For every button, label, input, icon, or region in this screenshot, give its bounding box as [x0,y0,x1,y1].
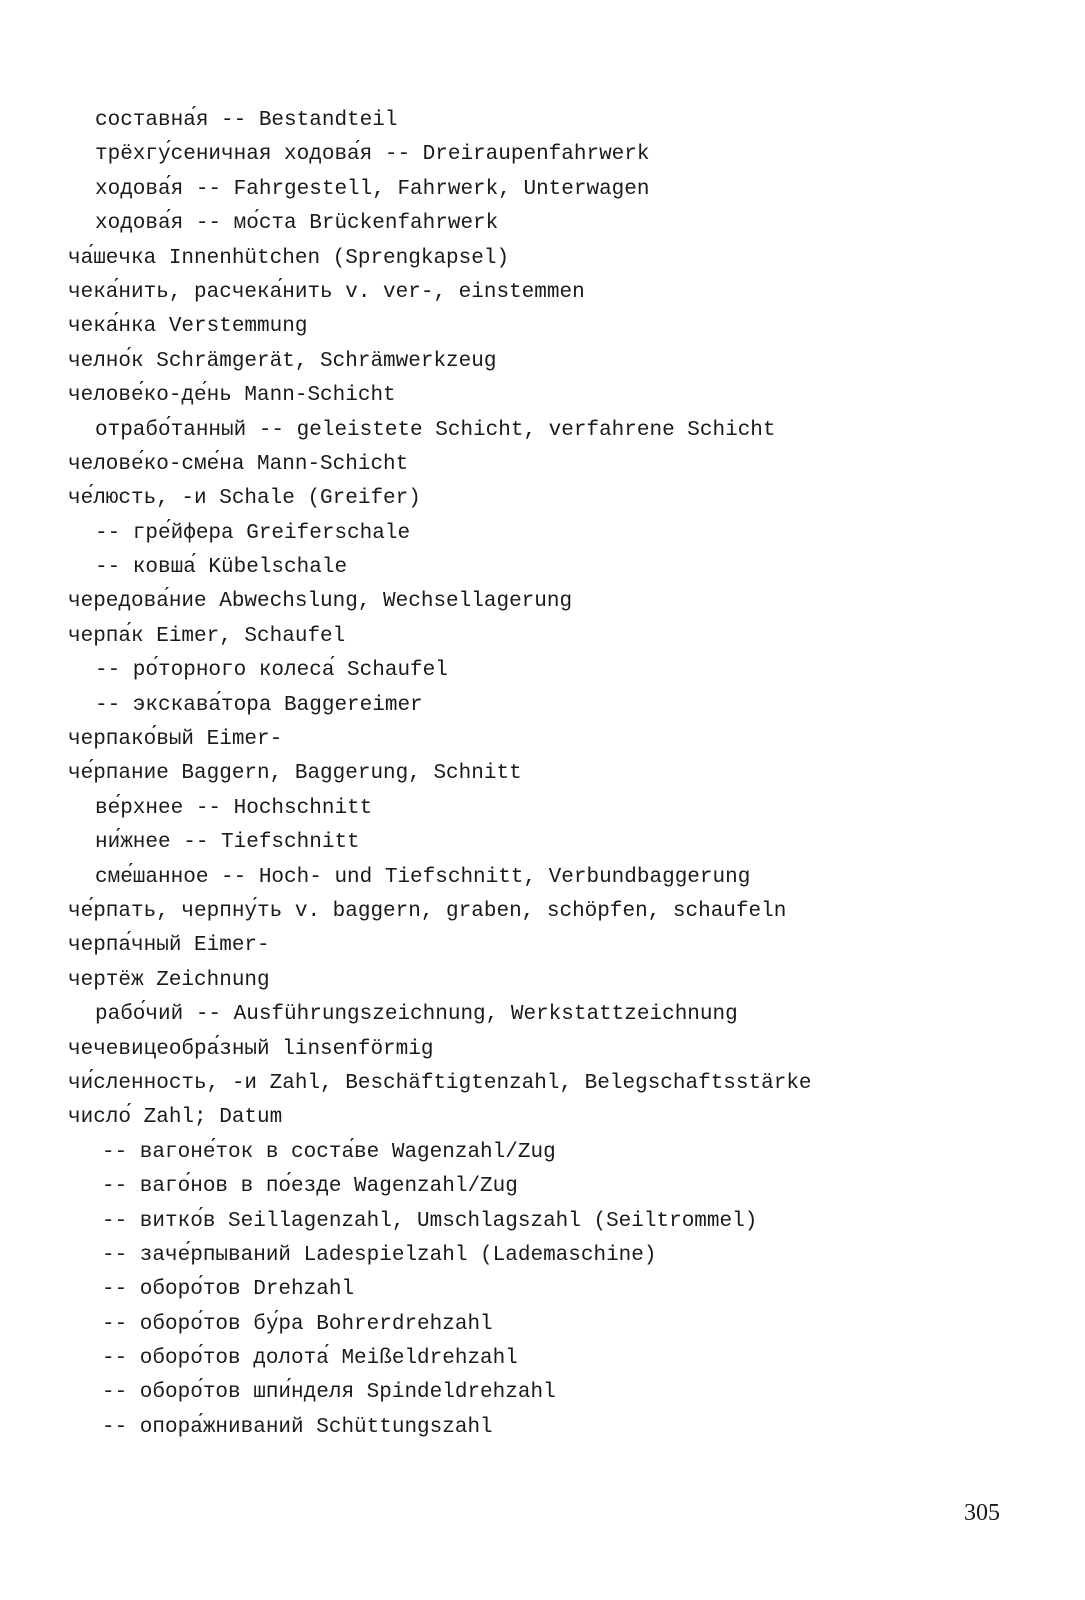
subentry: -- оборо́тов шпи́нделя Spindeldrehzahl [102,1381,556,1405]
subentry: -- ковша́ Kübelschale [95,556,348,580]
subentry: -- ро́торного колеса́ Schaufel [95,659,448,683]
page-number: 305 [964,1500,1000,1526]
headword-entry: челове́ко-сме́на Mann-Schicht [68,452,409,476]
subentry: сме́шанное -- Hoch- und Tiefschnitt, Verbundbaggerung [95,865,751,889]
subentry: -- витко́в Seillagenzahl, Umschlagszahl (Seiltrommel) [102,1209,758,1233]
headword-entry: чи́сленность, -и Zahl, Beschäftigtenzahl, Belegschaftsstärke [68,1071,812,1095]
subentry: ходова́я -- мо́ста Brückenfahrwerk [95,212,499,236]
subentry: -- заче́рпываний Ladespielzahl (Lademaschine) [102,1243,657,1267]
headword-entry: че́люсть, -и Schale (Greifer) [68,487,421,511]
headword-entry: число́ Zahl; Datum [68,1106,283,1130]
subentry: ни́жнее -- Tiefschnitt [95,831,360,855]
headword-entry: черпа́к Eimer, Schaufel [68,624,346,648]
subentry: -- вагоне́ток в соста́ве Wagenzahl/Zug [102,1140,556,1164]
headword-entry: черпако́вый Eimer- [68,728,283,752]
headword-entry: чечевицеобра́зный linsenförmig [68,1037,434,1061]
headword-entry: челно́к Schrämgerät, Schrämwerkzeug [68,349,497,373]
subentry: -- оборо́тов долота́ Meißeldrehzahl [102,1347,518,1371]
subentry: -- опора́жниваний Schüttungszahl [102,1415,493,1439]
subentry: ходова́я -- Fahrgestell, Fahrwerk, Unterwagen [95,177,650,201]
subentry: составна́я -- Bestandteil [95,109,398,132]
headword-entry: чека́нка Verstemmung [68,315,308,339]
subentry: -- ваго́нов в по́езде Wagenzahl/Zug [102,1175,518,1199]
entry-list [68,104,1058,1445]
subentry: -- гре́йфера Greiferschale [95,521,411,545]
headword-entry: че́рпать, черпну́ть v. baggern, graben, schöpfen, schaufeln [68,899,787,923]
subentry: отрабо́танный -- geleistete Schicht, verfahrene Schicht [95,418,776,442]
headword-entry: че́рпание Baggern, Baggerung, Schnitt [68,762,522,786]
headword-entry: челове́ко-де́нь Mann-Schicht [68,384,396,408]
subentry: -- оборо́тов Drehzahl [102,1278,355,1302]
subentry: трёхгу́сеничная ходова́я -- Dreiraupenfahrwerk [95,143,650,167]
headword-entry: чека́нить, расчека́нить v. ver-, einstemmen [68,280,585,304]
subentry: -- экскава́тора Baggereimer [95,693,423,717]
subentry: ве́рхнее -- Hochschnitt [95,796,373,820]
headword-entry: чертёж Zeichnung [68,968,270,992]
headword-entry: черпа́чный Eimer- [68,934,270,958]
subentry: -- оборо́тов бу́ра Bohrerdrehzahl [102,1312,493,1336]
headword-entry: ча́шечка Innenhütchen (Sprengkapsel) [68,246,510,270]
subentry: рабо́чий -- Ausführungszeichnung, Werkstattzeichnung [95,1003,738,1027]
headword-entry: чередова́ние Abwechslung, Wechsellagerung [68,590,573,614]
